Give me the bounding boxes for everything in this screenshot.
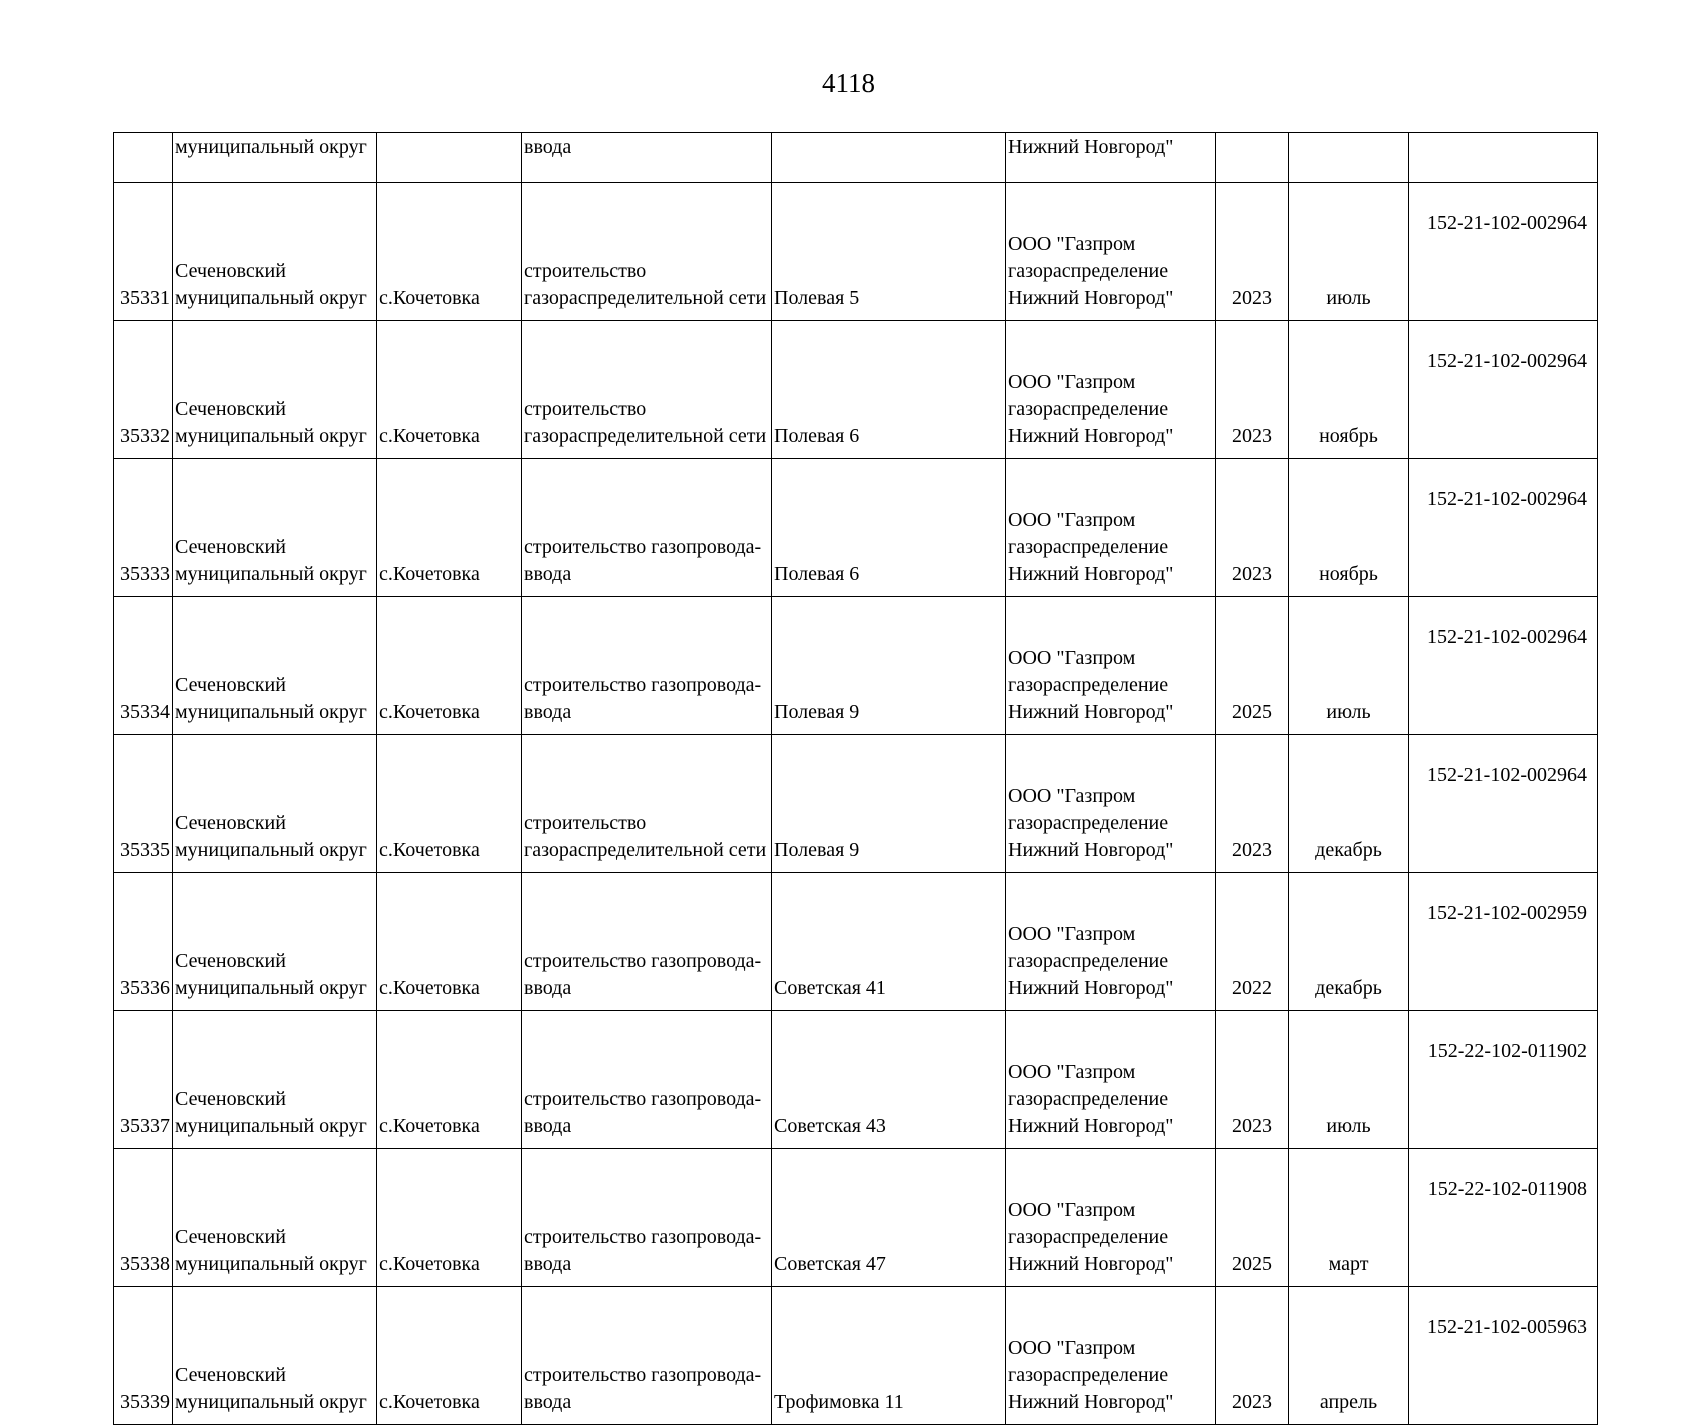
cell-settlement: [377, 1287, 522, 1425]
cell-month: [1289, 183, 1409, 321]
cell-year-text: 2023: [1232, 287, 1272, 309]
cell-work-text: строительство газопровода-: [524, 1088, 762, 1110]
cell-code: [1409, 183, 1598, 321]
cell-district-text: муниципальный округ: [175, 287, 367, 309]
cell-num: [114, 1149, 173, 1287]
cell-work-text: ввода: [524, 563, 572, 585]
cell-district-text: муниципальный округ: [175, 977, 367, 999]
cell-work-text: строительство газопровода-: [524, 536, 762, 558]
cell-num-text: 35336: [120, 977, 170, 999]
cell-address: [772, 1287, 1006, 1425]
cell-work-text: строительство газопровода-: [524, 674, 762, 696]
cell-org-text: ООО "Газпром: [1008, 1199, 1136, 1221]
cell-settlement-text: с.Кочетовка: [379, 977, 480, 999]
table-row: [114, 321, 1598, 459]
cell-work: [522, 1149, 772, 1287]
cell-year: [1216, 133, 1289, 183]
cell-year: [1216, 597, 1289, 735]
cell-district-text: Сеченовский: [175, 1364, 286, 1386]
cell-month: [1289, 1011, 1409, 1149]
cell-num-text: 35331: [120, 287, 170, 309]
cell-settlement: [377, 873, 522, 1011]
cell-district-text: муниципальный округ: [175, 839, 367, 861]
cell-year-text: 2025: [1232, 1253, 1272, 1275]
cell-work: [522, 1287, 772, 1425]
cell-district-text: Сеченовский: [175, 1226, 286, 1248]
cell-work-text: ввода: [524, 977, 572, 999]
cell-work-text: строительство: [524, 812, 647, 834]
cell-code: [1409, 321, 1598, 459]
cell-org: [1006, 735, 1216, 873]
cell-org-text: Нижний Новгород": [1008, 1115, 1174, 1137]
cell-month-text: июль: [1326, 287, 1371, 309]
cell-district-text: муниципальный округ: [175, 425, 367, 447]
cell-year-text: 2023: [1232, 1391, 1272, 1413]
cell-org: [1006, 1011, 1216, 1149]
cell-district: [173, 597, 377, 735]
cell-settlement-text: с.Кочетовка: [379, 287, 480, 309]
cell-year: [1216, 735, 1289, 873]
cell-code: [1409, 459, 1598, 597]
cell-district: [173, 873, 377, 1011]
cell-num-text: 35334: [120, 701, 170, 723]
cell-address-text: Полевая 9: [774, 701, 860, 723]
cell-month-text: июль: [1326, 701, 1371, 723]
cell-org: [1006, 597, 1216, 735]
cell-month: [1289, 459, 1409, 597]
cell-num: [114, 597, 173, 735]
cell-address: [772, 321, 1006, 459]
cell-district: [173, 1287, 377, 1425]
cell-settlement: [377, 183, 522, 321]
cell-address-text: Полевая 5: [774, 287, 860, 309]
cell-work: [522, 183, 772, 321]
cell-address-text: Полевая 6: [774, 563, 860, 585]
cell-district: [173, 321, 377, 459]
cell-work-text: строительство газопровода-: [524, 950, 762, 972]
table-row: [114, 1149, 1598, 1287]
cell-work: [522, 459, 772, 597]
table-row: [114, 597, 1598, 735]
cell-code-text: 152-21-102-002964: [1427, 488, 1587, 510]
cell-district: [173, 459, 377, 597]
cell-district-text: муниципальный округ: [175, 1253, 367, 1275]
cell-address: [772, 183, 1006, 321]
cell-work-text: ввода: [524, 1253, 572, 1275]
cell-code-text: 152-21-102-002964: [1427, 764, 1587, 786]
cell-num-text: 35337: [120, 1115, 170, 1137]
cell-year-text: 2023: [1232, 425, 1272, 447]
cell-org-text: ООО "Газпром: [1008, 509, 1136, 531]
cell-district: [173, 1011, 377, 1149]
cell-year: [1216, 459, 1289, 597]
cell-month-text: декабрь: [1315, 839, 1382, 861]
table-row: [114, 735, 1598, 873]
cell-settlement-text: с.Кочетовка: [379, 563, 480, 585]
cell-org: [1006, 1149, 1216, 1287]
cell-district-text: Сеченовский: [175, 812, 286, 834]
table-row: [114, 1011, 1598, 1149]
cell-month-text: апрель: [1319, 1391, 1378, 1413]
cell-num-text: 35339: [120, 1391, 170, 1413]
cell-address-text: Советская 43: [774, 1115, 886, 1137]
cell-year-text: 2023: [1232, 1115, 1272, 1137]
cell-code-text: 152-21-102-002964: [1427, 212, 1587, 234]
cell-code: [1409, 133, 1598, 183]
cell-code-text: 152-22-102-011908: [1427, 1178, 1587, 1200]
cell-num-text: 35338: [120, 1253, 170, 1275]
registry-table: [113, 132, 1598, 1425]
cell-work-text: строительство газопровода-: [524, 1226, 762, 1248]
cell-year-text: 2023: [1232, 563, 1272, 585]
cell-code-text: 152-21-102-005963: [1427, 1316, 1587, 1338]
cell-num: [114, 459, 173, 597]
cell-org-text: Нижний Новгород": [1008, 1391, 1174, 1413]
cell-address: [772, 1011, 1006, 1149]
cell-address-text: Полевая 9: [774, 839, 860, 861]
cell-address: [772, 873, 1006, 1011]
cell-work-text: ввода: [524, 1115, 572, 1137]
cell-work: [522, 597, 772, 735]
cell-settlement-text: с.Кочетовка: [379, 425, 480, 447]
page-number: 4118: [822, 68, 875, 98]
cell-district-text: Сеченовский: [175, 536, 286, 558]
cell-address: [772, 735, 1006, 873]
cell-org-text: Нижний Новгород": [1008, 1253, 1174, 1275]
cell-month: [1289, 873, 1409, 1011]
cell-num: [114, 321, 173, 459]
cell-address: [772, 1149, 1006, 1287]
cell-district-text: муниципальный округ: [175, 1115, 367, 1137]
table-body: [114, 133, 1598, 1425]
cell-settlement: [377, 597, 522, 735]
cell-code: [1409, 597, 1598, 735]
cell-org: [1006, 321, 1216, 459]
cell-work: [522, 735, 772, 873]
cell-org-text: газораспределение: [1008, 674, 1169, 696]
cell-work: [522, 873, 772, 1011]
cell-num-text: 35333: [120, 563, 170, 585]
cell-work-text: ввода: [524, 1391, 572, 1413]
cell-address-text: Советская 47: [774, 1253, 886, 1275]
cell-org-text: газораспределение: [1008, 1088, 1169, 1110]
cell-num: [114, 873, 173, 1011]
cell-code: [1409, 735, 1598, 873]
cell-month: [1289, 133, 1409, 183]
cell-district: муниципальный округ: [173, 133, 377, 183]
cell-org-text: ООО "Газпром: [1008, 1337, 1136, 1359]
cell-org-text: газораспределение: [1008, 1226, 1169, 1248]
cell-work-text: строительство: [524, 398, 647, 420]
cell-month: [1289, 597, 1409, 735]
cell-settlement-text: с.Кочетовка: [379, 1391, 480, 1413]
cell-settlement-text: с.Кочетовка: [379, 839, 480, 861]
table-row: [114, 1287, 1598, 1425]
cell-org-text: ООО "Газпром: [1008, 371, 1136, 393]
cell-num: [114, 133, 173, 183]
cell-settlement: [377, 1149, 522, 1287]
cell-month-text: ноябрь: [1319, 563, 1378, 585]
cell-year-text: 2025: [1232, 701, 1272, 723]
cell-org: [1006, 183, 1216, 321]
cell-work-text: ввода: [524, 701, 572, 723]
cell-month-text: декабрь: [1315, 977, 1382, 999]
cell-org-text: газораспределение: [1008, 536, 1169, 558]
cell-num-text: 35332: [120, 425, 170, 447]
cell-org-text: газораспределение: [1008, 260, 1169, 282]
cell-month: [1289, 1287, 1409, 1425]
cell-year-text: 2022: [1232, 977, 1272, 999]
cell-org-text: Нижний Новгород": [1008, 287, 1174, 309]
cell-district-text: муниципальный округ: [175, 563, 367, 585]
cell-org-text: ООО "Газпром: [1008, 1061, 1136, 1083]
cell-org: [1006, 1287, 1216, 1425]
cell-work: [522, 321, 772, 459]
cell-settlement: [377, 133, 522, 183]
cell-code: [1409, 873, 1598, 1011]
cell-year-text: 2023: [1232, 839, 1272, 861]
cell-month-text: июль: [1326, 1115, 1371, 1137]
cell-district-text: Сеченовский: [175, 950, 286, 972]
cell-org-text: газораспределение: [1008, 398, 1169, 420]
cell-year: [1216, 321, 1289, 459]
cell-org-text: Нижний Новгород": [1008, 977, 1174, 999]
cell-settlement-text: с.Кочетовка: [379, 1115, 480, 1137]
cell-org-text: ООО "Газпром: [1008, 785, 1136, 807]
cell-address-text: Полевая 6: [774, 425, 860, 447]
cell-district: [173, 735, 377, 873]
cell-num: [114, 183, 173, 321]
cell-work: [522, 1011, 772, 1149]
cell-work-text: газораспределительной сети: [524, 839, 767, 861]
cell-month: [1289, 735, 1409, 873]
cell-work: ввода: [522, 133, 772, 183]
cell-settlement-text: с.Кочетовка: [379, 1253, 480, 1275]
cell-district: [173, 183, 377, 321]
cell-org: [1006, 873, 1216, 1011]
table-row: [114, 459, 1598, 597]
cell-district: [173, 1149, 377, 1287]
cell-address: [772, 459, 1006, 597]
cell-address: [772, 597, 1006, 735]
cell-work-text: газораспределительной сети: [524, 425, 767, 447]
table-row: [114, 873, 1598, 1011]
cell-district-text: Сеченовский: [175, 260, 286, 282]
cell-org-text: Нижний Новгород": [1008, 839, 1174, 861]
cell-work-text: строительство газопровода-: [524, 1364, 762, 1386]
cell-org-text: Нижний Новгород": [1008, 701, 1174, 723]
cell-org: Нижний Новгород": [1006, 133, 1216, 183]
cell-month-text: март: [1328, 1253, 1369, 1275]
cell-num: [114, 1287, 173, 1425]
cell-work-text: строительство: [524, 260, 647, 282]
cell-org-text: Нижний Новгород": [1008, 425, 1174, 447]
cell-org-text: газораспределение: [1008, 812, 1169, 834]
cell-district-text: Сеченовский: [175, 398, 286, 420]
cell-year: [1216, 1287, 1289, 1425]
cell-num: [114, 735, 173, 873]
cell-code-text: 152-21-102-002964: [1427, 350, 1587, 372]
cell-district-text: муниципальный округ: [175, 701, 367, 723]
cell-code-text: 152-22-102-011902: [1427, 1040, 1587, 1062]
cell-org-text: газораспределение: [1008, 950, 1169, 972]
cell-month: [1289, 1149, 1409, 1287]
cell-org-text: ООО "Газпром: [1008, 647, 1136, 669]
cell-num-text: 35335: [120, 839, 170, 861]
table-row: [114, 183, 1598, 321]
cell-code: [1409, 1011, 1598, 1149]
cell-address-text: Трофимовка 11: [774, 1391, 904, 1413]
cell-year: [1216, 1149, 1289, 1287]
cell-settlement: [377, 459, 522, 597]
continuation-row: [114, 133, 1598, 183]
cell-settlement-text: с.Кочетовка: [379, 701, 480, 723]
cell-org: [1006, 459, 1216, 597]
cell-month-text: ноябрь: [1319, 425, 1378, 447]
cell-year: [1216, 183, 1289, 321]
cell-settlement: [377, 321, 522, 459]
cell-year: [1216, 873, 1289, 1011]
cell-num: [114, 1011, 173, 1149]
cell-work-text: газораспределительной сети: [524, 287, 767, 309]
cell-month: [1289, 321, 1409, 459]
cell-code: [1409, 1149, 1598, 1287]
cell-district-text: муниципальный округ: [175, 1391, 367, 1413]
cell-org-text: газораспределение: [1008, 1364, 1169, 1386]
cell-district-text: Сеченовский: [175, 674, 286, 696]
cell-code-text: 152-21-102-002959: [1427, 902, 1587, 924]
cell-district-text: Сеченовский: [175, 1088, 286, 1110]
cell-org-text: Нижний Новгород": [1008, 563, 1174, 585]
cell-org-text: ООО "Газпром: [1008, 923, 1136, 945]
cell-org-text: ООО "Газпром: [1008, 233, 1136, 255]
cell-code: [1409, 1287, 1598, 1425]
cell-address: [772, 133, 1006, 183]
cell-settlement: [377, 1011, 522, 1149]
cell-code-text: 152-21-102-002964: [1427, 626, 1587, 648]
cell-year: [1216, 1011, 1289, 1149]
cell-address-text: Советская 41: [774, 977, 886, 999]
cell-settlement: [377, 735, 522, 873]
